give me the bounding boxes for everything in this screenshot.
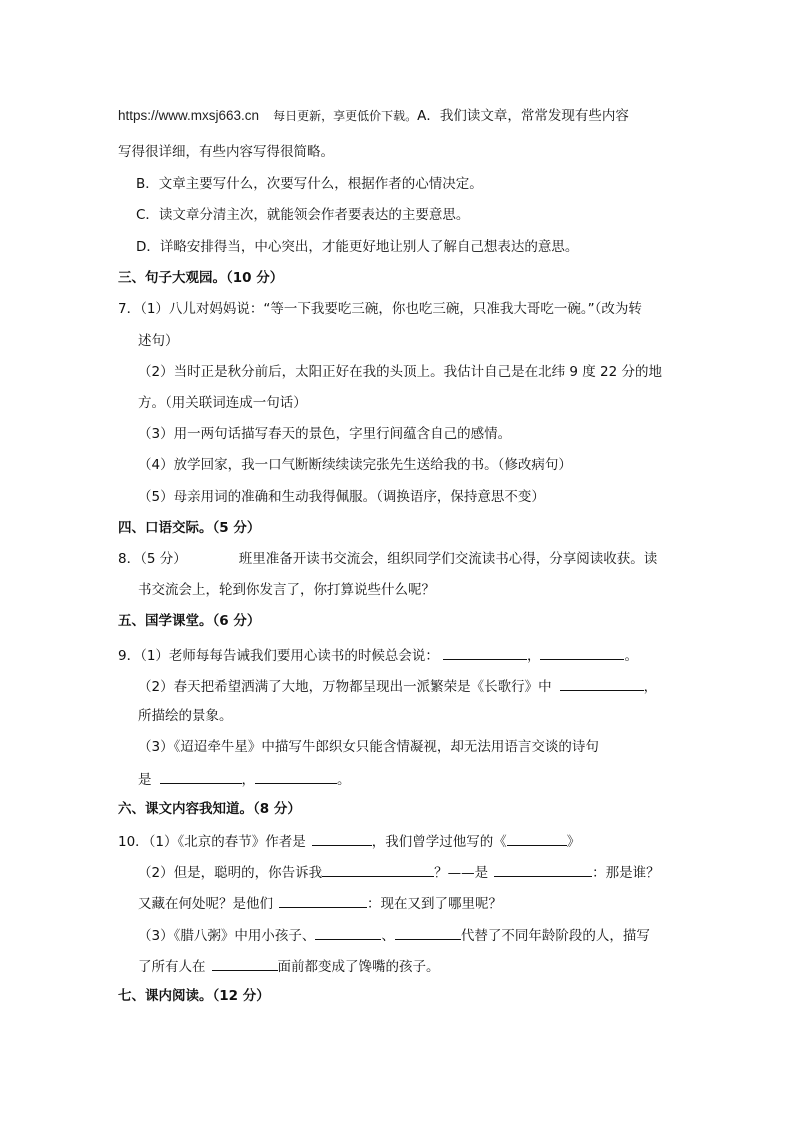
q9-2-blank[interactable] — [560, 675, 644, 691]
q9-2-line2: 所描绘的景象。 — [138, 708, 233, 724]
q10-1-blank-1[interactable] — [312, 830, 372, 846]
q9-2-prefix: （2）春天把希望洒满了大地，万物都呈现出一派繁荣是《长歌行》中 — [138, 679, 552, 695]
q10-1-blank-2[interactable] — [507, 830, 567, 846]
q9-1-blank-2[interactable] — [540, 644, 624, 660]
section4-heading: 四、口语交际。（5 分） — [118, 520, 261, 536]
q7-3: （3）用一两句话描写春天的景色，字里行间蕴含自己的感情。 — [138, 426, 512, 442]
option-a-part2: 写得很详细，有些内容写得很简略。 — [118, 144, 334, 160]
option-d: D．详略安排得当，中心突出，才能更好地让别人了解自己想表达的意思。 — [136, 239, 579, 255]
q10-3-line2 — [138, 955, 440, 975]
q9-3-blank-1[interactable] — [160, 768, 242, 784]
q10-1-prefix: 10．（1）《北京的春节》作者是 — [118, 834, 306, 850]
source-url: https://www.mxsj663.cn — [118, 108, 260, 123]
q9-3-prefix: 是 — [138, 772, 152, 788]
section7-heading: 七、课内阅读。（12 分） — [118, 988, 270, 1004]
q10-2-blank-2[interactable] — [494, 861, 592, 877]
q8-line1 — [118, 549, 657, 569]
q10-3-line1 — [138, 924, 650, 944]
option-c: C．读文章分清主次，就能领会作者要表达的主要意思。 — [136, 207, 470, 223]
option-b: B．文章主要写什么，次要写什么，根据作者的心情决定。 — [136, 176, 483, 192]
q7-1-line1: 7．（1）八儿对妈妈说：“等一下我要吃三碗，你也吃三碗，只准我大哥吃一碗。”（改为转 — [118, 301, 642, 317]
q10-2-line2 — [138, 892, 502, 912]
q10-2-end: ：那是谁？ — [592, 865, 660, 881]
q10-2-line2-end: ：现在又到了哪里呢？ — [367, 896, 502, 912]
q8-text-line1: 班里准备开读书交流会，组织同学们交流读书心得，分享阅读收获。读 — [238, 551, 658, 567]
q10-1-mid: ，我们曾学过他写的《 — [371, 834, 507, 850]
q8-line2: 书交流会上，轮到你发言了，你打算说些什么呢？ — [138, 582, 435, 598]
q7-2-line1: （2）当时正是秋分前后，太阳正好在我的头顶上。我估计自己是在北纬 9 度 22 分的地 — [138, 364, 663, 380]
option-a-part1: A．我们读文章，常常发现有些内容 — [417, 108, 629, 124]
q10-1-line — [118, 830, 580, 850]
q9-1-blank-1[interactable] — [443, 644, 527, 660]
q10-3-blank-1[interactable] — [315, 924, 381, 940]
q10-2-prefix: （2）但是，聪明的，你告诉我 — [138, 865, 323, 881]
q10-3-line2-prefix: 了所有人在 — [138, 959, 206, 975]
header-notice: 每日更新，享更低价下载。 — [273, 109, 418, 123]
q10-2-blank-3[interactable] — [279, 892, 367, 908]
q9-1-end: 。 — [624, 648, 638, 664]
q10-2-line1 — [138, 861, 660, 881]
header-line — [118, 106, 629, 126]
section5-heading: 五、国学课堂。（6 分） — [118, 613, 261, 629]
q7-1-line2: 述句） — [138, 333, 179, 349]
q10-2-line2-prefix: 又藏在何处呢？是他们 — [138, 896, 273, 912]
q10-3-blank-2[interactable] — [395, 924, 461, 940]
q10-2-mid: ？——是 — [434, 865, 489, 881]
q9-1-line — [118, 644, 638, 664]
q10-3-mid: 代替了不同年龄阶段的人，描写 — [460, 928, 650, 944]
q10-2-blank-1[interactable] — [322, 861, 434, 877]
section6-heading: 六、课文内容我知道。（8 分） — [118, 801, 301, 817]
q10-1-end: 》 — [566, 834, 581, 850]
section3-heading: 三、句子大观园。（10 分） — [118, 270, 284, 286]
q9-2-line1 — [138, 675, 657, 695]
q9-1-sep: ， — [526, 648, 541, 664]
q8-number: 8．（5 分） — [118, 551, 187, 567]
q9-3-line2 — [138, 768, 351, 788]
q9-1-prefix: 9．（1）老师每每告诫我们要用心读书的时候总会说： — [118, 648, 439, 664]
q10-3-blank-3[interactable] — [212, 955, 278, 971]
q7-2-line2: 方。（用关联词连成一句话） — [138, 395, 307, 411]
q10-3-sep: 、 — [381, 928, 395, 944]
q10-3-line2-end: 面前都变成了馋嘴的孩子。 — [277, 959, 440, 975]
q9-3-end: 。 — [337, 772, 351, 788]
q7-5: （5）母亲用词的准确和生动我得佩服。（调换语序，保持意思不变） — [138, 489, 545, 505]
q7-4: （4）放学回家，我一口气断断续续读完张先生送给我的书。（修改病句） — [138, 457, 572, 473]
q10-3-prefix: （3）《腊八粥》中用小孩子、 — [138, 928, 316, 944]
q9-3-sep: ， — [241, 772, 255, 788]
q9-3-blank-2[interactable] — [255, 768, 337, 784]
q9-3-line1: （3）《迢迢牵牛星》中描写牛郎织女只能含情凝视，却无法用语言交谈的诗句 — [138, 739, 599, 755]
q9-2-end: ， — [643, 679, 658, 695]
